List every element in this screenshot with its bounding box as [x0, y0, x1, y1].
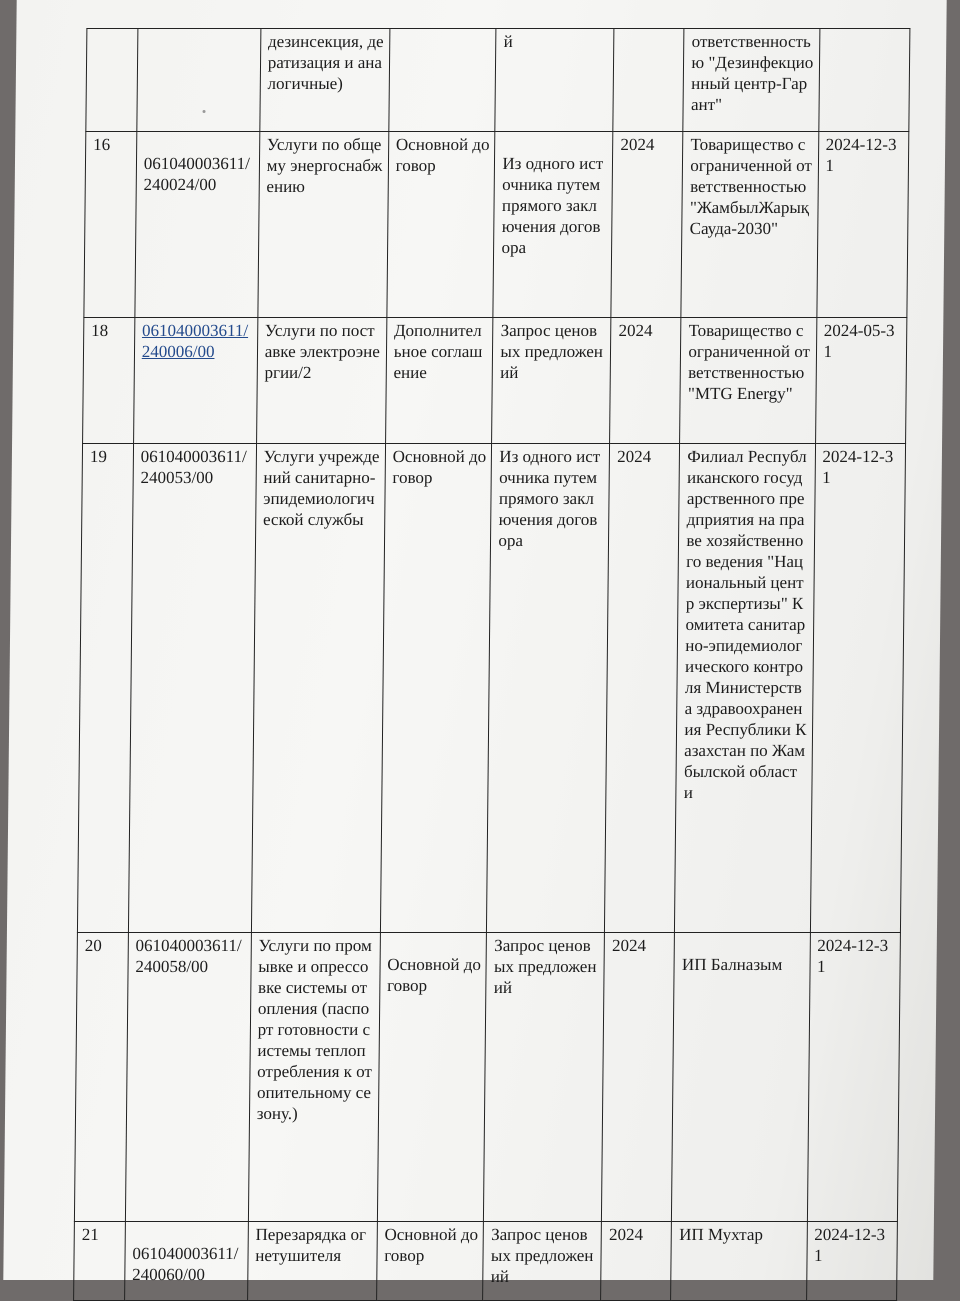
cell-subject: Услуги по поставке электроэнергии/2 [256, 318, 386, 444]
cell-contract-code: 061040003611/240060/00 [124, 1222, 248, 1301]
cell-number: 19 [77, 444, 133, 933]
table-row [74, 933, 900, 1222]
cell-contract-code: 061040003611/240024/00 [135, 132, 260, 318]
cell-procurement-method: Из одного источника путем прямого заключения договора [487, 444, 610, 933]
cell-supplier: ИП Балназым [672, 933, 810, 1222]
cell-year [613, 29, 684, 132]
cell-end-date: 2024-12-31 [806, 1222, 897, 1301]
cell-end-date: 2024-12-31 [816, 132, 908, 318]
cell-year: 2024 [602, 933, 675, 1222]
cell-procurement-method: й [495, 29, 614, 132]
table-row [74, 1222, 898, 1301]
cell-supplier: Филиал Республиканского государственного предприятия на праве хозяйственного ведения "Национальный центр экспертизы" Комитета санитарно-эпидемиологического контроля Министерства здравоохранения Республики Казахстан по Жамбылской области [675, 444, 815, 933]
cell-number [86, 29, 138, 132]
cell-subject: дезинсекция, дератизация и аналогичные) [260, 29, 390, 132]
cell-supplier: ответственностью "Дезинфекционный центр-Гарант" [683, 29, 819, 132]
cell-subject: Услуги учреждений санитарно-эпидемиологической службы [251, 444, 385, 933]
cell-number: 20 [74, 933, 128, 1222]
cell-end-date: 2024-12-31 [810, 444, 906, 933]
cell-subject: Услуги по общему энергоснабжению [258, 132, 389, 318]
contract-code-link[interactable]: 061040003611/240006/00 [141, 321, 249, 361]
cell-contract-code [137, 29, 261, 132]
table-row [77, 444, 905, 933]
contracts-table [73, 28, 910, 1301]
cell-procurement-method: Запрос ценовых предложений [492, 318, 611, 444]
cell-contract-code: 061040003611/240053/00 [128, 444, 256, 933]
cell-contract-code [133, 318, 257, 444]
cell-procurement-method: Запрос ценовых предложений [483, 1222, 602, 1301]
cell-contract-type: Основной договор [376, 1222, 483, 1301]
cell-contract-type: Дополнительное соглашение [385, 318, 493, 444]
cell-subject: Услуги по промывке и опрессовке системы отопления (паспорт готовности системы теплопотребления к отопительному сезону.) [248, 933, 380, 1222]
cell-contract-type: Основной договор [380, 444, 492, 933]
cell-contract-type: Основной договор [387, 132, 496, 318]
table-row [86, 29, 910, 132]
cell-year: 2024 [601, 1222, 672, 1301]
cell-number: 18 [83, 318, 135, 444]
cell-supplier: ИП Мухтар [671, 1222, 807, 1301]
table-row [83, 318, 907, 444]
paper-sheet [3, 0, 946, 1286]
cell-supplier: Товарищество с ограниченной ответственностью "ЖамбылЖарықСауда-2030" [681, 132, 818, 318]
cell-year: 2024 [610, 318, 681, 444]
table-row [84, 132, 909, 318]
cell-procurement-method: Из одного источника путем прямого заключения договора [493, 132, 613, 318]
cell-number: 16 [84, 132, 137, 318]
cell-end-date: 2024-12-31 [807, 933, 901, 1222]
cell-supplier: Товарищество с ограниченной ответственностью "MTG Energy" [680, 318, 816, 444]
cell-contract-type [389, 29, 497, 132]
cell-contract-code: 061040003611/240058/00 [125, 933, 251, 1222]
cell-subject: Перезарядка огнетушителя [247, 1222, 377, 1301]
cell-year: 2024 [611, 132, 683, 318]
cell-number: 21 [74, 1222, 126, 1301]
cell-end-date: 2024-05-31 [815, 318, 907, 444]
cell-end-date [818, 29, 910, 132]
cell-procurement-method: Запрос ценовых предложений [484, 933, 605, 1222]
cell-contract-type: Основной договор [377, 933, 487, 1222]
cell-year: 2024 [605, 444, 680, 933]
